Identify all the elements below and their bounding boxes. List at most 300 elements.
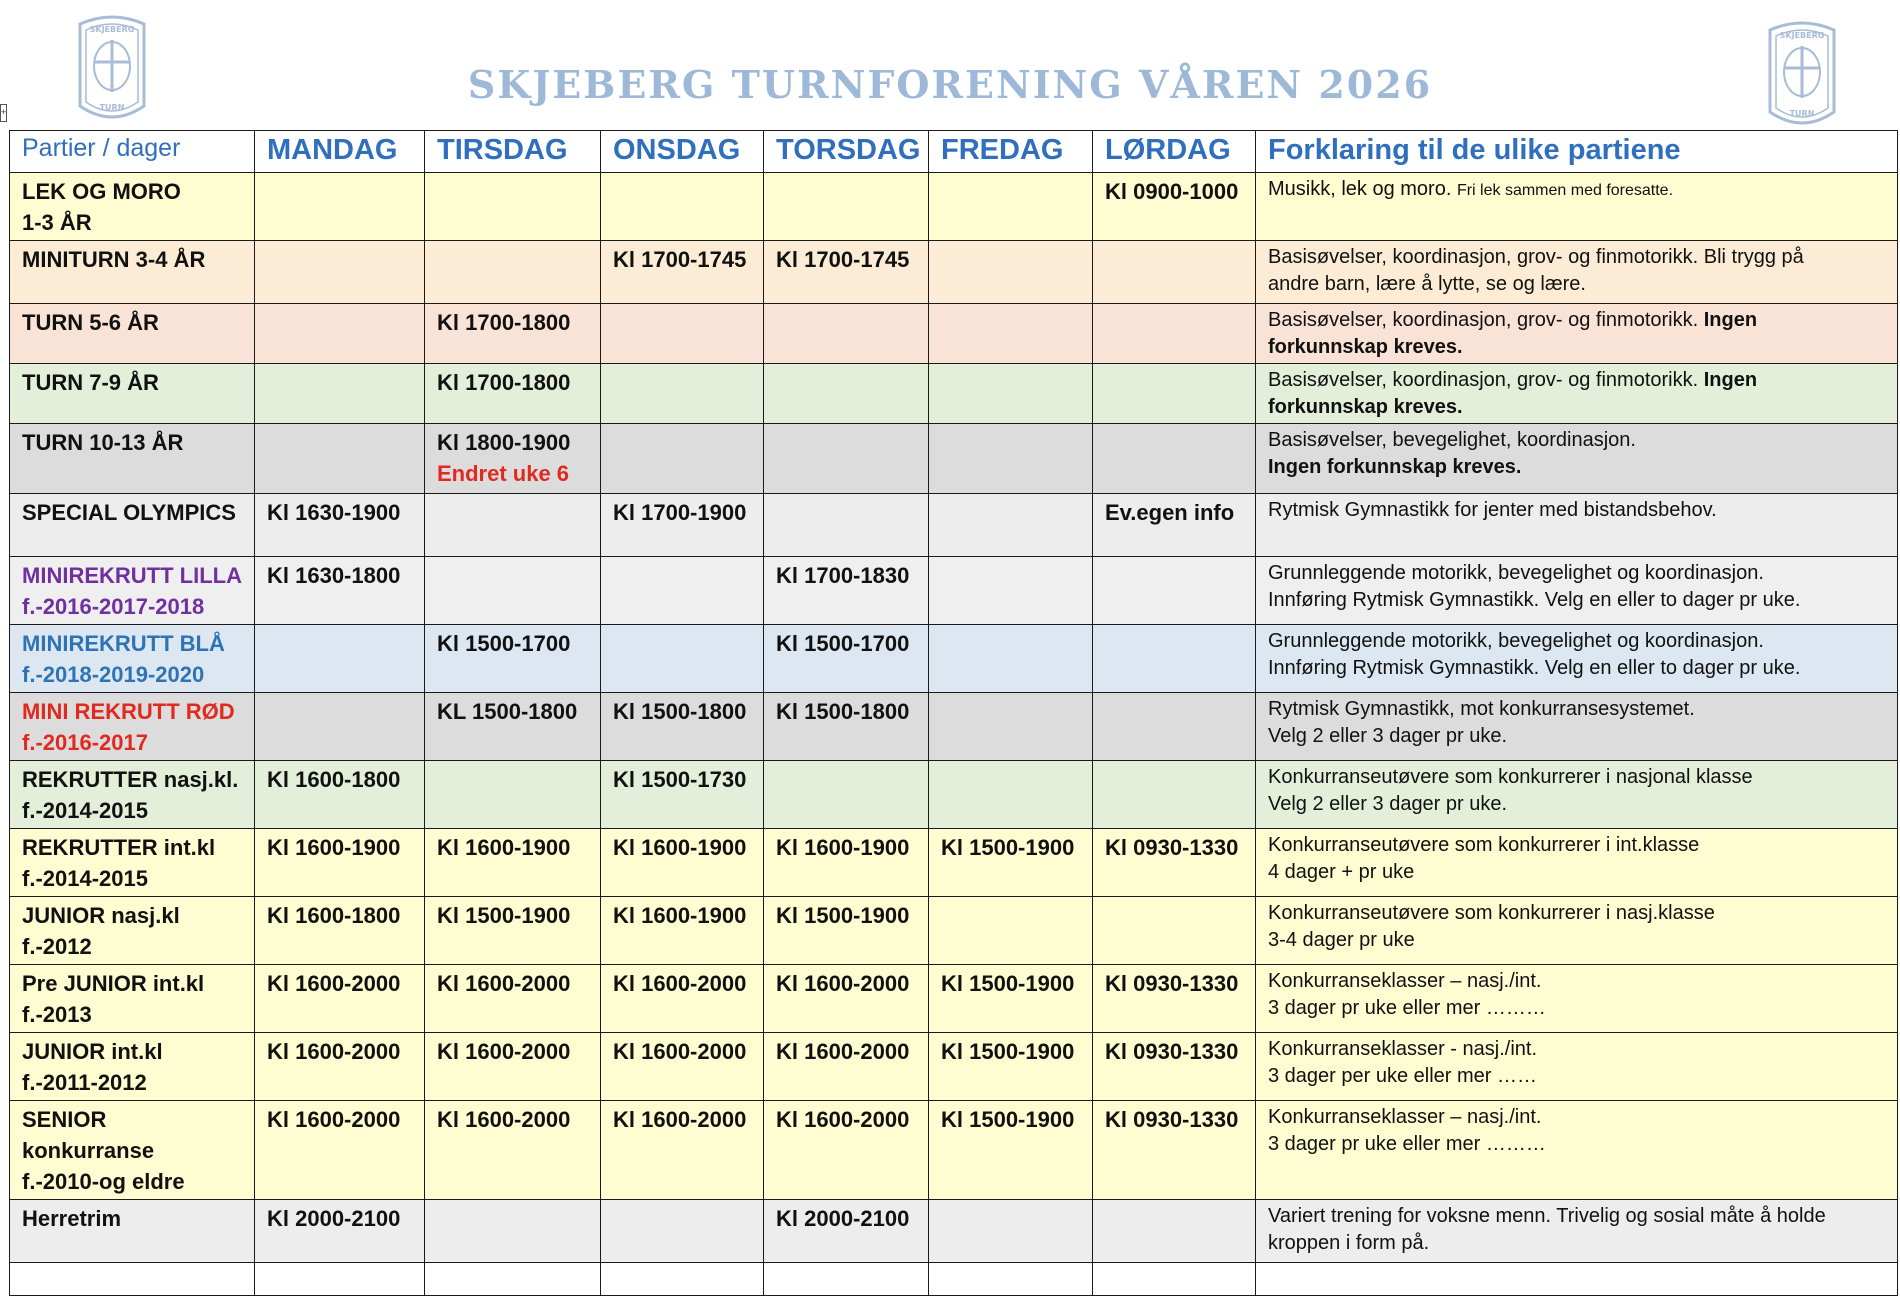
time-slot: Kl 1600-2000 xyxy=(613,971,747,996)
group-name-cell xyxy=(10,693,255,761)
table-row xyxy=(10,424,1898,494)
group-name: Herretrim xyxy=(22,1206,122,1231)
time-slot: Kl 1600-2000 xyxy=(776,1039,910,1064)
time-slot: Kl 1500-1700 xyxy=(437,631,571,656)
time-cell xyxy=(601,557,764,625)
empty-row xyxy=(10,1263,1898,1296)
time-cell xyxy=(255,241,425,304)
header-explanation: Forklaring til de ulike partiene xyxy=(1256,131,1898,173)
time-cell xyxy=(764,557,929,625)
explanation-emphasis: Ingen xyxy=(1703,369,1758,391)
group-birthyears: f.-2013 xyxy=(22,1002,92,1027)
time-slot: Kl 1600-2000 xyxy=(437,971,571,996)
table-row xyxy=(10,241,1898,304)
explanation-line xyxy=(1268,1104,1885,1131)
explanation-cell xyxy=(1256,1101,1898,1200)
explanation-cell xyxy=(1256,761,1898,829)
header-day: MANDAG xyxy=(255,131,425,173)
explanation-line xyxy=(1268,1036,1885,1063)
time-slot: Kl 1600-2000 xyxy=(437,1039,571,1064)
group-birthyears: f.-2011-2012 xyxy=(22,1070,147,1095)
explanation-cell xyxy=(1256,241,1898,304)
table-row xyxy=(10,693,1898,761)
group-name: REKRUTTER int.kl xyxy=(22,835,216,860)
table-row xyxy=(10,829,1898,897)
group-birthyears: f.-2010-og eldre xyxy=(22,1169,185,1194)
time-cell xyxy=(601,761,764,829)
time-cell xyxy=(255,1101,425,1200)
table-move-handle-icon[interactable]: + xyxy=(0,104,7,122)
time-cell xyxy=(601,173,764,241)
time-slot: Kl 2000-2100 xyxy=(776,1206,910,1231)
group-name: JUNIOR nasj.kl xyxy=(22,903,180,928)
time-cell xyxy=(601,364,764,424)
explanation-text: Basisøvelser, koordinasjon, grov- og finmotorikk. xyxy=(1268,369,1699,391)
time-cell xyxy=(601,494,764,557)
time-cell xyxy=(764,1033,929,1101)
explanation-text: Basisøvelser, koordinasjon, grov- og finmotorikk. Bli trygg på xyxy=(1268,246,1804,268)
time-cell xyxy=(255,965,425,1033)
time-cell xyxy=(425,173,601,241)
time-cell xyxy=(425,1033,601,1101)
time-cell xyxy=(929,557,1093,625)
explanation-text: 4 dager + pr uke xyxy=(1268,861,1415,883)
time-cell xyxy=(255,693,425,761)
group-name-cell xyxy=(10,304,255,364)
time-cell xyxy=(1093,897,1256,965)
time-cell xyxy=(425,494,601,557)
group-birthyears: f.-2014-2015 xyxy=(22,798,148,823)
time-cell xyxy=(425,364,601,424)
header-day: TIRSDAG xyxy=(425,131,601,173)
time-cell xyxy=(255,897,425,965)
time-slot: Kl 0930-1330 xyxy=(1105,835,1239,860)
group-name-cell xyxy=(10,1033,255,1101)
explanation-text: Innføring Rytmisk Gymnastikk. Velg en eller to dager pr uke. xyxy=(1268,657,1801,679)
time-cell xyxy=(929,965,1093,1033)
time-slot: Kl 1600-2000 xyxy=(267,1107,401,1132)
explanation-line xyxy=(1268,859,1885,886)
explanation-line xyxy=(1268,307,1885,334)
explanation-line xyxy=(1268,723,1885,750)
table-row xyxy=(10,304,1898,364)
group-name: TURN 10-13 ÅR xyxy=(22,430,184,455)
time-slot: Kl 1600-1900 xyxy=(613,835,747,860)
time-slot: Kl 1600-2000 xyxy=(613,1039,747,1064)
time-cell xyxy=(1093,829,1256,897)
explanation-line xyxy=(1268,560,1885,587)
time-cell xyxy=(601,965,764,1033)
group-name: Pre JUNIOR int.kl xyxy=(22,971,205,996)
explanation-cell xyxy=(1256,494,1898,557)
time-slot: Kl 1500-1800 xyxy=(613,699,747,724)
time-cell xyxy=(929,897,1093,965)
time-cell xyxy=(929,829,1093,897)
table-row xyxy=(10,625,1898,693)
time-cell xyxy=(425,965,601,1033)
empty-cell[interactable] xyxy=(1256,1263,1898,1296)
time-slot: Kl 2000-2100 xyxy=(267,1206,401,1231)
group-name-cell xyxy=(10,557,255,625)
group-name-cell xyxy=(10,424,255,494)
time-cell xyxy=(425,304,601,364)
time-cell xyxy=(425,1101,601,1200)
explanation-text: Konkurranseutøvere som konkurrerer i nasj.klasse xyxy=(1268,902,1715,924)
explanation-line xyxy=(1268,655,1885,682)
time-cell xyxy=(1093,693,1256,761)
time-cell xyxy=(255,173,425,241)
time-cell xyxy=(1093,1101,1256,1200)
time-cell xyxy=(1093,304,1256,364)
time-slot: Kl 1500-1730 xyxy=(613,767,747,792)
table-row xyxy=(10,1033,1898,1101)
time-cell xyxy=(1093,1033,1256,1101)
time-cell xyxy=(255,829,425,897)
time-cell xyxy=(1093,424,1256,494)
time-slot: Kl 1600-2000 xyxy=(776,1107,910,1132)
time-cell xyxy=(601,304,764,364)
svg-text:TURN: TURN xyxy=(99,103,125,112)
explanation-line xyxy=(1268,427,1885,454)
time-cell xyxy=(255,304,425,364)
explanation-emphasis: Ingen xyxy=(1703,309,1758,331)
group-name: JUNIOR int.kl xyxy=(22,1039,163,1064)
table-row xyxy=(10,897,1898,965)
time-cell xyxy=(601,625,764,693)
explanation-emphasis: Ingen forkunnskap kreves. xyxy=(1268,456,1522,478)
explanation-cell xyxy=(1256,1033,1898,1101)
group-name-cell xyxy=(10,761,255,829)
group-name-cell xyxy=(10,965,255,1033)
group-birthyears: f.-2012 xyxy=(22,934,92,959)
time-cell xyxy=(764,1200,929,1263)
time-cell xyxy=(425,693,601,761)
time-cell xyxy=(1093,173,1256,241)
time-slot: Kl 0930-1330 xyxy=(1105,1107,1239,1132)
explanation-emphasis: forkunnskap kreves. xyxy=(1268,396,1463,418)
time-slot: Kl 1700-1830 xyxy=(776,563,910,588)
time-slot: Kl 1500-1900 xyxy=(941,835,1075,860)
empty-cell[interactable] xyxy=(255,1263,425,1296)
explanation-cell xyxy=(1256,693,1898,761)
time-cell xyxy=(255,625,425,693)
header-partier: Partier / dager xyxy=(10,131,255,173)
time-slot: Kl 1700-1745 xyxy=(776,247,910,272)
time-cell xyxy=(1093,625,1256,693)
explanation-cell xyxy=(1256,304,1898,364)
time-slot: Kl 1700-1800 xyxy=(437,370,571,395)
time-cell xyxy=(929,304,1093,364)
explanation-text: Basisøvelser, koordinasjon, grov- og finmotorikk. xyxy=(1268,309,1699,331)
time-slot: Kl 1600-1900 xyxy=(267,835,401,860)
explanation-text: Rytmisk Gymnastikk, mot konkurransesystemet. xyxy=(1268,698,1695,720)
explanation-line xyxy=(1268,587,1885,614)
time-cell xyxy=(929,1033,1093,1101)
time-cell xyxy=(1093,364,1256,424)
time-cell xyxy=(425,1200,601,1263)
header-day: FREDAG xyxy=(929,131,1093,173)
time-cell xyxy=(425,829,601,897)
header-day: ONSDAG xyxy=(601,131,764,173)
time-slot: Kl 0900-1000 xyxy=(1105,179,1239,204)
time-cell xyxy=(1093,241,1256,304)
header-row xyxy=(10,131,1898,173)
group-name-cell xyxy=(10,241,255,304)
explanation-text: Konkurranseklasser – nasj./int. xyxy=(1268,970,1542,992)
explanation-line xyxy=(1268,454,1885,481)
time-cell xyxy=(425,897,601,965)
time-slot: Kl 1500-1900 xyxy=(941,1107,1075,1132)
table-row xyxy=(10,1200,1898,1263)
group-name-cell xyxy=(10,897,255,965)
time-cell xyxy=(764,241,929,304)
time-cell xyxy=(255,364,425,424)
time-slot: Kl 1630-1800 xyxy=(267,563,401,588)
explanation-line xyxy=(1268,1131,1885,1158)
time-cell xyxy=(1093,761,1256,829)
explanation-line xyxy=(1268,244,1885,271)
time-cell xyxy=(1093,1200,1256,1263)
time-cell xyxy=(255,761,425,829)
explanation-text: Musikk, lek og moro. xyxy=(1268,178,1452,200)
empty-cell[interactable] xyxy=(10,1263,255,1296)
explanation-cell xyxy=(1256,173,1898,241)
explanation-line xyxy=(1268,764,1885,791)
time-cell xyxy=(929,494,1093,557)
table-row xyxy=(10,761,1898,829)
time-cell xyxy=(601,693,764,761)
time-slot: Kl 1700-1900 xyxy=(613,500,747,525)
time-cell xyxy=(929,761,1093,829)
empty-cell[interactable] xyxy=(764,1263,929,1296)
group-name-cell xyxy=(10,1200,255,1263)
time-slot: Kl 1500-1800 xyxy=(776,699,910,724)
time-cell xyxy=(764,829,929,897)
time-slot: Ev.egen info xyxy=(1105,500,1235,525)
time-cell xyxy=(1093,494,1256,557)
time-slot: Kl 1700-1800 xyxy=(437,310,571,335)
explanation-line xyxy=(1268,832,1885,859)
time-slot: Kl 1800-1900 xyxy=(437,430,571,455)
time-cell xyxy=(764,364,929,424)
time-slot: Kl 1600-2000 xyxy=(267,971,401,996)
explanation-text: 3-4 dager pr uke xyxy=(1268,929,1415,951)
explanation-line xyxy=(1268,628,1885,655)
group-name: SPECIAL OLYMPICS xyxy=(22,500,236,525)
table-row xyxy=(10,557,1898,625)
explanation-line xyxy=(1268,176,1885,204)
time-cell xyxy=(929,625,1093,693)
explanation-line xyxy=(1268,1063,1885,1090)
time-cell xyxy=(601,1200,764,1263)
explanation-cell xyxy=(1256,829,1898,897)
time-slot: Kl 1600-1900 xyxy=(613,903,747,928)
group-name-cell xyxy=(10,625,255,693)
explanation-text: Konkurranseutøvere som konkurrerer i int.klasse xyxy=(1268,834,1700,856)
group-birthyears: f.-2016-2017-2018 xyxy=(22,594,205,619)
explanation-line xyxy=(1268,271,1885,298)
time-slot: KL 1500-1800 xyxy=(437,699,578,724)
page-title: SKJEBERG TURNFORENING VÅREN 2026 xyxy=(467,62,1433,107)
time-slot: Kl 1600-2000 xyxy=(776,971,910,996)
time-slot: Kl 1500-1700 xyxy=(776,631,910,656)
time-slot: Kl 1600-1900 xyxy=(437,835,571,860)
explanation-text: 3 dager pr uke eller mer ……… xyxy=(1268,997,1546,1019)
explanation-text: Innføring Rytmisk Gymnastikk. Velg en eller to dager pr uke. xyxy=(1268,589,1801,611)
time-cell xyxy=(425,761,601,829)
explanation-text: Variert trening for voksne menn. Trivelig og sosial måte å holde xyxy=(1268,1205,1826,1227)
time-cell xyxy=(764,761,929,829)
group-name-cell xyxy=(10,829,255,897)
explanation-text: Velg 2 eller 3 dager pr uke. xyxy=(1268,793,1508,815)
group-name: TURN 5-6 ÅR xyxy=(22,310,159,335)
time-slot: Kl 1630-1900 xyxy=(267,500,401,525)
time-cell xyxy=(764,494,929,557)
explanation-line xyxy=(1268,900,1885,927)
explanation-text: Basisøvelser, bevegelighet, koordinasjon. xyxy=(1268,429,1636,451)
time-cell xyxy=(425,424,601,494)
time-cell xyxy=(601,829,764,897)
explanation-line xyxy=(1268,497,1885,524)
time-cell xyxy=(601,424,764,494)
explanation-text: Konkurranseklasser - nasj./int. xyxy=(1268,1038,1538,1060)
explanation-cell xyxy=(1256,364,1898,424)
table-row xyxy=(10,364,1898,424)
change-note: Endret uke 6 xyxy=(437,461,570,486)
time-slot: Kl 1600-2000 xyxy=(437,1107,571,1132)
header-day: TORSDAG xyxy=(764,131,929,173)
group-name-cell xyxy=(10,1101,255,1200)
time-cell xyxy=(929,241,1093,304)
time-cell xyxy=(425,241,601,304)
time-cell xyxy=(1093,965,1256,1033)
group-name: TURN 7-9 ÅR xyxy=(22,370,159,395)
explanation-text: 3 dager pr uke eller mer ……… xyxy=(1268,1133,1546,1155)
svg-text:SKJEBERG: SKJEBERG xyxy=(1779,31,1825,40)
explanation-cell xyxy=(1256,965,1898,1033)
explanation-text: Grunnleggende motorikk, bevegelighet og koordinasjon. xyxy=(1268,562,1764,584)
time-cell xyxy=(255,1033,425,1101)
time-cell xyxy=(425,625,601,693)
explanation-text: Konkurranseklasser – nasj./int. xyxy=(1268,1106,1542,1128)
time-cell xyxy=(764,625,929,693)
explanation-text: 3 dager per uke eller mer …… xyxy=(1268,1065,1538,1087)
explanation-text: Rytmisk Gymnastikk for jenter med bistandsbehov. xyxy=(1268,499,1717,521)
time-slot: Kl 1600-1900 xyxy=(776,835,910,860)
time-slot: Kl 1600-2000 xyxy=(267,1039,401,1064)
time-cell xyxy=(929,693,1093,761)
explanation-text: Grunnleggende motorikk, bevegelighet og koordinasjon. xyxy=(1268,630,1764,652)
time-cell xyxy=(764,897,929,965)
explanation-cell xyxy=(1256,897,1898,965)
group-name: MINIREKRUTT LILLA xyxy=(22,563,242,588)
time-cell xyxy=(764,965,929,1033)
time-cell xyxy=(601,1101,764,1200)
explanation-line xyxy=(1268,791,1885,818)
time-cell xyxy=(764,173,929,241)
explanation-cell xyxy=(1256,625,1898,693)
group-birthyears: f.-2014-2015 xyxy=(22,866,148,891)
group-name: MINIREKRUTT BLÅ xyxy=(22,631,225,656)
explanation-note: Fri lek sammen med foresatte. xyxy=(1456,182,1674,199)
time-cell xyxy=(255,557,425,625)
time-slot: Kl 1600-1800 xyxy=(267,903,401,928)
explanation-text: Konkurranseutøvere som konkurrerer i nasjonal klasse xyxy=(1268,766,1753,788)
empty-cell[interactable] xyxy=(425,1263,601,1296)
time-slot: Kl 1700-1745 xyxy=(613,247,747,272)
table-row xyxy=(10,173,1898,241)
time-slot: Kl 0930-1330 xyxy=(1105,971,1239,996)
explanation-cell xyxy=(1256,557,1898,625)
time-cell xyxy=(255,1200,425,1263)
explanation-cell xyxy=(1256,424,1898,494)
group-name: REKRUTTER nasj.kl. xyxy=(22,767,239,792)
explanation-line xyxy=(1268,367,1885,394)
group-name: MINI REKRUTT RØD xyxy=(22,699,235,724)
table-row xyxy=(10,1101,1898,1200)
explanation-line xyxy=(1268,968,1885,995)
time-cell xyxy=(929,1200,1093,1263)
time-slot: Kl 1500-1900 xyxy=(437,903,571,928)
explanation-line xyxy=(1268,927,1885,954)
group-name: LEK OG MORO xyxy=(22,179,181,204)
time-cell xyxy=(929,173,1093,241)
explanation-cell xyxy=(1256,1200,1898,1263)
time-cell xyxy=(764,1101,929,1200)
time-cell xyxy=(255,424,425,494)
time-slot: Kl 1500-1900 xyxy=(776,903,910,928)
time-cell xyxy=(764,304,929,364)
svg-text:SKJEBERG: SKJEBERG xyxy=(89,25,135,34)
time-slot: Kl 0930-1330 xyxy=(1105,1039,1239,1064)
time-cell xyxy=(929,364,1093,424)
time-slot: Kl 1600-2000 xyxy=(613,1107,747,1132)
group-birthyears: 1-3 ÅR xyxy=(22,210,92,235)
group-name: SENIOR konkurranse xyxy=(22,1107,155,1163)
group-name-cell xyxy=(10,494,255,557)
explanation-line xyxy=(1268,394,1885,421)
time-cell xyxy=(255,494,425,557)
time-cell xyxy=(601,897,764,965)
time-cell xyxy=(601,241,764,304)
header-day: LØRDAG xyxy=(1093,131,1256,173)
table-row xyxy=(10,965,1898,1033)
time-cell xyxy=(764,693,929,761)
time-cell xyxy=(1093,557,1256,625)
explanation-line xyxy=(1268,995,1885,1022)
schedule-table xyxy=(9,130,1898,1296)
empty-cell[interactable] xyxy=(1093,1263,1256,1296)
group-birthyears: f.-2018-2019-2020 xyxy=(22,662,205,687)
explanation-text: andre barn, lære å lytte, se og lære. xyxy=(1268,273,1586,295)
time-slot: Kl 1500-1900 xyxy=(941,971,1075,996)
time-cell xyxy=(425,557,601,625)
time-cell xyxy=(764,424,929,494)
time-slot: Kl 1600-1800 xyxy=(267,767,401,792)
empty-cell[interactable] xyxy=(601,1263,764,1296)
group-name: MINITURN 3-4 ÅR xyxy=(22,247,206,272)
table-row xyxy=(10,494,1898,557)
explanation-text: Velg 2 eller 3 dager pr uke. xyxy=(1268,725,1508,747)
time-cell xyxy=(929,1101,1093,1200)
time-cell xyxy=(929,424,1093,494)
time-cell xyxy=(601,1033,764,1101)
explanation-text: kroppen i form på. xyxy=(1268,1232,1430,1254)
explanation-emphasis: forkunnskap kreves. xyxy=(1268,336,1463,358)
group-birthyears: f.-2016-2017 xyxy=(22,730,148,755)
empty-cell[interactable] xyxy=(929,1263,1093,1296)
explanation-line xyxy=(1268,696,1885,723)
